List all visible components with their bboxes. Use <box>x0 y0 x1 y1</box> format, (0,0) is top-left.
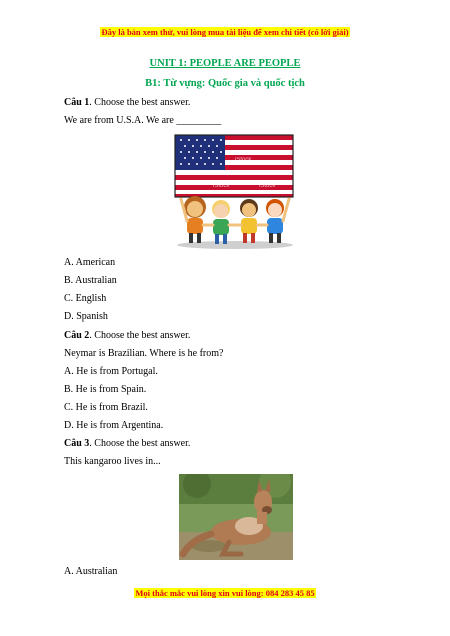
question-1-option-c: C. English <box>64 293 107 304</box>
unit-title: UNIT 1: PEOPLE ARE PEOPLE <box>149 58 301 69</box>
question-1-heading <box>64 97 190 108</box>
question-1-label: Câu 1 <box>64 97 90 108</box>
question-1-prompt: We are from U.S.A. We are _________ <box>64 115 222 126</box>
question-2-label: Câu 2 <box>64 330 90 341</box>
question-1-option-d: D. Spanish <box>64 311 108 322</box>
question-2-instruction: . Choose the best answer. <box>89 330 191 341</box>
question-1-option-b: B. Australian <box>64 275 117 286</box>
contact-footer-banner <box>0 588 450 598</box>
question-3-heading <box>64 438 190 449</box>
watermark-2: iStock <box>213 183 230 189</box>
preview-notice-banner <box>0 27 450 37</box>
question-2-option-c: C. He is from Brazil. <box>64 402 148 413</box>
section-title: B1: Từ vựng: Quốc gia và quốc tịch <box>145 78 305 89</box>
question-1-instruction: . Choose the best answer. <box>89 97 191 108</box>
kangaroo-photo <box>179 474 293 560</box>
question-1-option-a: A. American <box>64 257 116 268</box>
watermark-1: iStock <box>235 157 252 163</box>
question-3-option-a: A. Australian <box>64 566 118 577</box>
question-3-instruction: . Choose the best answer. <box>89 438 191 449</box>
question-2-option-a: A. He is from Portugal. <box>64 366 158 377</box>
question-2-heading <box>64 330 190 341</box>
question-3-label: Câu 3 <box>64 438 90 449</box>
preview-notice-text: Đây là bản xem thử, vui lòng mua tài liệu để xem chi tiết (có lời giải) <box>101 27 349 37</box>
us-flag-kids-image <box>173 133 297 251</box>
contact-footer-text: Mọi thắc mắc vui lòng xin vui lòng: 084 283 45 85 <box>135 588 315 598</box>
watermark-3: iStock <box>259 183 276 189</box>
question-2-option-b: B. He is from Spain. <box>64 384 147 395</box>
question-2-option-d: D. He is from Argentina. <box>64 420 164 431</box>
question-2-prompt: Neymar is Brazilian. Where is he from? <box>64 348 224 359</box>
question-3-prompt: This kangaroo lives in... <box>64 456 161 467</box>
